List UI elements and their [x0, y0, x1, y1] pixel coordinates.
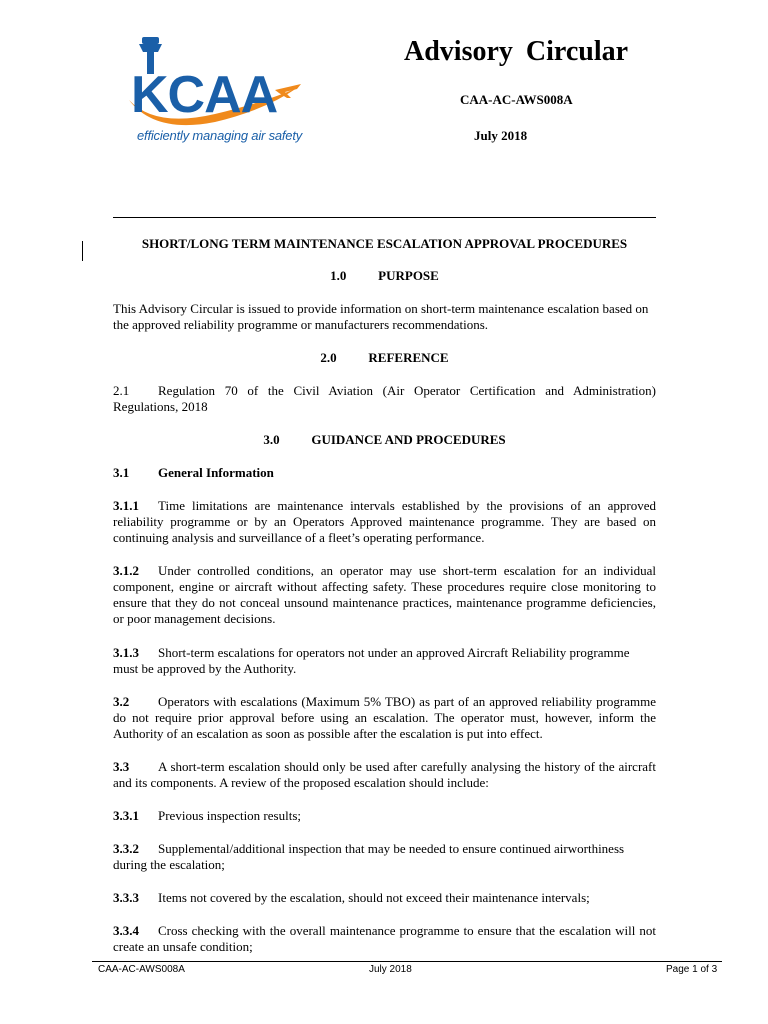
- section-heading-reference: [113, 350, 656, 366]
- paragraph-number: 3.1.3: [113, 645, 139, 660]
- purpose-paragraph: This Advisory Circular is issued to provide information on short-term maintenance escalation based on the approved reliability programme or manufacturers recommendations.: [113, 301, 649, 332]
- footer-document-code: CAA-AC-AWS008A: [98, 964, 185, 975]
- section-title: GUIDANCE AND PROCEDURES: [311, 432, 506, 447]
- paragraph-number: 3.1.1: [113, 498, 139, 513]
- paragraph-3-3-3: [113, 890, 656, 906]
- paragraph-3-3-4: [113, 923, 656, 955]
- paragraph-3-1-3: [113, 645, 656, 677]
- kcaa-logo-graphic: [125, 32, 305, 132]
- paragraph-text: Cross checking with the overall maintenance programme to ensure that the escalation will not create an unsafe condition;: [113, 923, 656, 954]
- paragraph-number: 3.3.1: [113, 808, 139, 823]
- main-title: SHORT/LONG TERM MAINTENANCE ESCALATION APPROVAL PROCEDURES: [141, 236, 628, 251]
- section-heading-purpose: [113, 268, 656, 284]
- footer-divider: [92, 961, 722, 962]
- document-title: Advisory Circular: [404, 36, 629, 67]
- reference-number: 2.1: [113, 383, 130, 398]
- paragraph-text: Items not covered by the escalation, should not exceed their maintenance intervals;: [158, 890, 590, 905]
- text-cursor: [82, 241, 83, 261]
- paragraph-number: 3.1.2: [113, 563, 139, 578]
- paragraph-number: 3.3.3: [113, 890, 139, 905]
- section-number: 2.0: [320, 350, 337, 365]
- header-divider: [113, 217, 656, 218]
- paragraph-3-1-2: [113, 563, 656, 627]
- reference-paragraph: [113, 383, 656, 415]
- document-date: July 2018: [474, 128, 528, 143]
- section-heading-guidance: [113, 432, 656, 448]
- paragraph-3-3-2: [113, 841, 656, 873]
- logo-text: KCAA: [131, 66, 278, 124]
- section-title: REFERENCE: [368, 350, 449, 365]
- paragraph-3-3: [113, 759, 656, 791]
- paragraph-text: A short-term escalation should only be used after carefully analysing the history of the aircraft and its components. A review of the proposed escalation should include:: [113, 759, 656, 790]
- footer-page-number: Page 1 of 3: [666, 964, 718, 975]
- reference-text: Regulation 70 of the Civil Aviation (Air Operator Certification and Administration) Regulations, 2018: [113, 383, 656, 414]
- footer-date: July 2018: [369, 964, 412, 975]
- paragraph-3-1-1: [113, 498, 656, 546]
- paragraph-text: Previous inspection results;: [158, 808, 301, 823]
- paragraph-text: Supplemental/additional inspection that may be needed to ensure continued airworthiness during the escalation;: [113, 841, 625, 872]
- logo-tagline: efficiently managing air safety: [137, 128, 303, 143]
- subsection-title: General Information: [158, 465, 274, 480]
- paragraph-text: Time limitations are maintenance intervals established by the provisions of an approved reliability programme or by an Operators Approved maintenance programme. They are based on continuing analysis and surveillance of a fleet’s operating performance.: [113, 498, 656, 545]
- paragraph-text: Operators with escalations (Maximum 5% TBO) as part of an approved reliability programme do not require prior approval before using an escalation. The operator must, however, inform the Authority of an escalation as soon as possible after the escalation is put into effect.: [113, 694, 656, 741]
- paragraph-text: Under controlled conditions, an operator may use short-term escalation for an individual component, engine or aircraft without affecting safety. These procedures require close monitoring to ensure that they do not conceal unsound maintenance practices, maintenance programme deficiencies, or poor management decisions.: [113, 563, 656, 626]
- paragraph-3-2: [113, 694, 656, 742]
- section-number: 3.0: [263, 432, 280, 447]
- subsection-number: 3.1: [113, 465, 130, 480]
- section-number: 1.0: [330, 268, 347, 283]
- paragraph-number: 3.2: [113, 694, 130, 709]
- paragraph-number: 3.3.2: [113, 841, 139, 856]
- document-code: CAA-AC-AWS008A: [460, 92, 573, 107]
- paragraph-number: 3.3: [113, 759, 130, 774]
- subsection-heading-general: [113, 465, 274, 481]
- section-title: PURPOSE: [378, 268, 439, 283]
- paragraph-number: 3.3.4: [113, 923, 139, 938]
- paragraph-text: Short-term escalations for operators not under an approved Aircraft Reliability programme must be approved by the Authority.: [113, 645, 630, 676]
- paragraph-3-3-1: [113, 808, 656, 824]
